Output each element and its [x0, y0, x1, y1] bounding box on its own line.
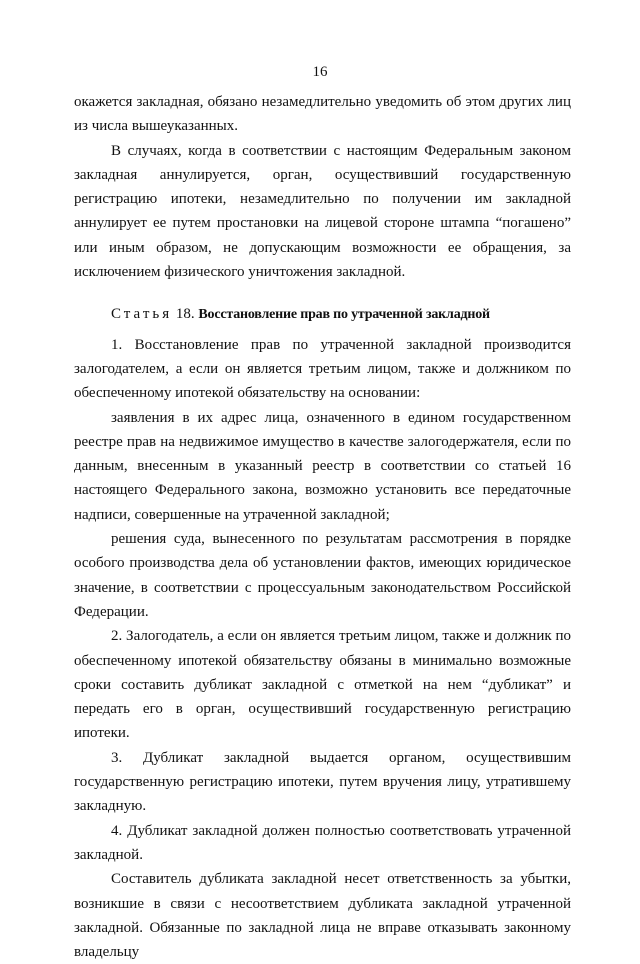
paragraph-item-4: 4. Дубликат закладной должен полностью соответствовать утраченной закладной. [74, 822, 571, 863]
paragraph-court-decision: решения суда, вынесенного по результатам рассмотрения в порядке особого производства дела об установлении фактов, имеющих юридическое значение, в соответствии с процессуальным законодательством Российской Федерации. [74, 531, 571, 620]
article-heading [74, 302, 571, 327]
paragraph-liability: Составитель дубликата закладной несет ответственность за убытки, возникшие в связи с несоответствием дубликата закладной утраченной закладной. Обязанные по закладной лица не вправе отказывать законному владельцу [74, 871, 571, 961]
page-number: 16 [312, 64, 328, 80]
article-number: 18. [175, 306, 195, 323]
article-title: Восстановление прав по утраченной закладной [198, 307, 490, 323]
paragraph-continuation: окажется закладная, обязано незамедлительно уведомить об этом других лиц из числа вышеуказанных. [74, 94, 571, 135]
body-text [74, 90, 571, 964]
article-label: Статья [111, 306, 173, 323]
paragraph-application: заявления в их адрес лица, означенного в едином государственном реестре прав на недвижимое имущество в качестве залогодержателя, если по данным, внесенным в указанный реестр в соответствии со статьей 16 настоящего Федерального закона, возможно установить все передаточные надписи, совершенные на утраченной закладной; [74, 409, 571, 523]
paragraph-item-2: 2. Залогодатель, а если он является третьим лицом, также и должник по обеспеченному ипотекой обязательству обязаны в минимально возможные сроки составить дубликат закладной с отметкой на нем “дубликат” и передать его в орган, осуществивший государственную регистрацию ипотеки. [74, 628, 571, 742]
paragraph-item-1: 1. Восстановление прав по утраченной закладной производится залогодателем, а если он является третьим лицом, также и должником по обеспеченному ипотекой обязательству на основании: [74, 336, 571, 402]
paragraph-annulment: В случаях, когда в соответствии с настоящим Федеральным законом закладная аннулируется, орган, осуществивший государственную регистрацию ипотеки, незамедлительно по получении им закладной аннулирует ее путем простановки на лицевой стороне штампа “погашено” или иным образом, не допускающим возможности ее обращения, за исключением физического уничтожения закладной. [74, 142, 571, 281]
paragraph-item-3: 3. Дубликат закладной выдается органом, осуществившим государственную регистрацию ипотеки, путем вручения лицу, утратившему закладную. [74, 749, 571, 815]
